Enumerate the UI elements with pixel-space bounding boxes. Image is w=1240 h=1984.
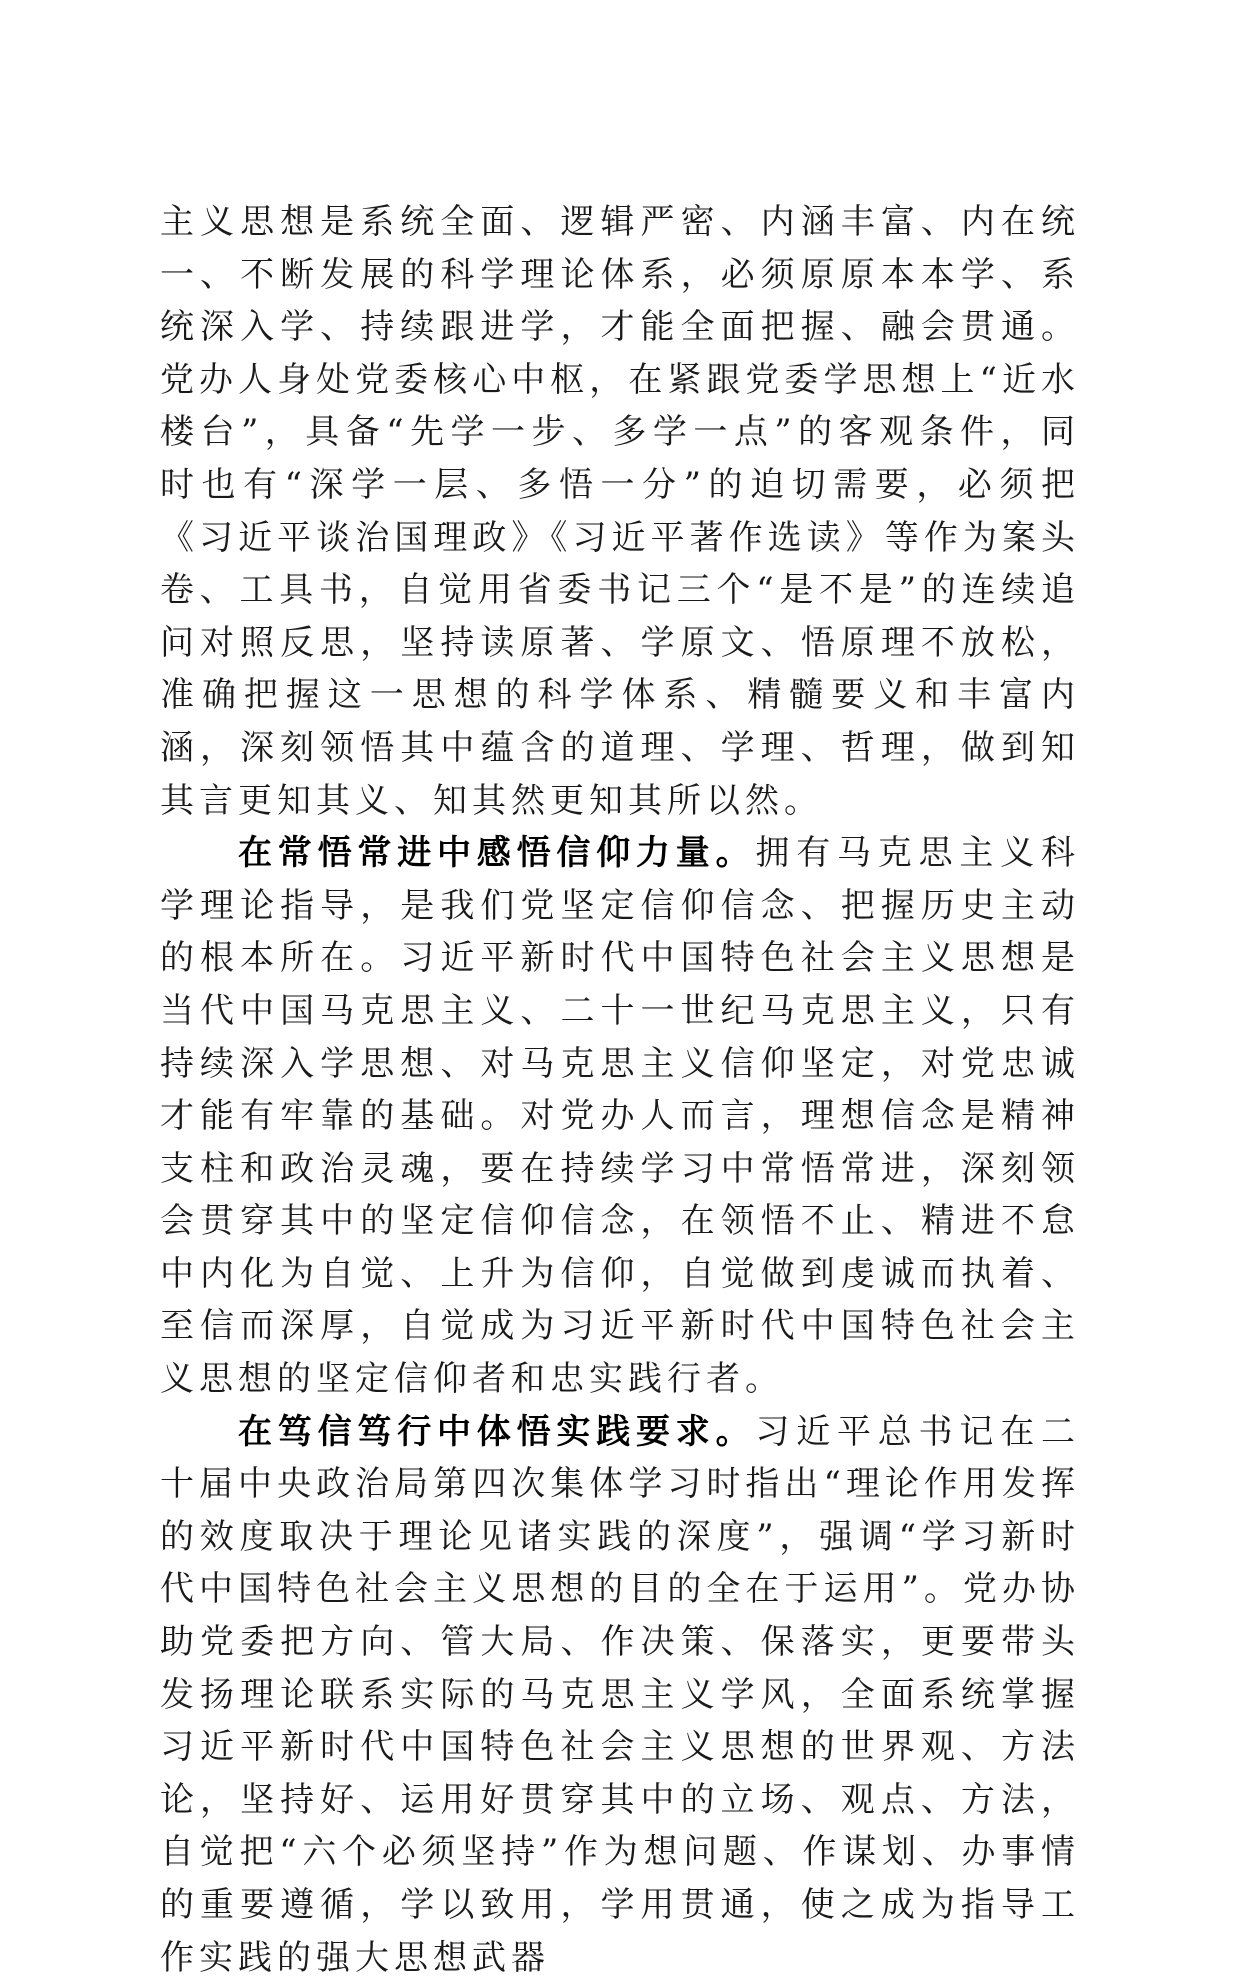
paragraph-heading: 在常悟常进中感悟信仰力量。 — [238, 833, 756, 874]
paragraph-practice-requirements — [160, 1406, 1080, 1984]
paragraph-text: 主义思想是系统全面、逻辑严密、内涵丰富、内在统一、不断发展的科学理论体系，必须原原本本学、系统深入学、持续跟进学，才能全面把握、融会贯通。党办人身处党委核心中枢，在紧跟党委学思想上“近水楼台”，具备“先学一步、多学一点”的客观条件，同时也有“深学一层、多悟一分”的迫切需要，必须把《习近平谈治国理政》《习近平著作选读》等作为案头卷、工具书，自觉用省委书记三个“是不是”的连续追问对照反思，坚持读原著、学原文、悟原理不放松，准确把握这一思想的科学体系、精髓要义和丰富内涵，深刻领悟其中蕴含的道理、学理、哲理，做到知其言更知其义、知其然更知其所以然。 — [160, 202, 1080, 821]
paragraph-text: 习近平总书记在二十届中央政治局第四次集体学习时指出“理论作用发挥的效度取决于理论见诸实践的深度”，强调“学习新时代中国特色社会主义思想的目的全在于运用”。党办协助党委把方向、管大局、作决策、保落实，更要带头发扬理论联系实际的马克思主义学风，全面系统掌握习近平新时代中国特色社会主义思想的世界观、方法论，坚持好、运用好贯穿其中的立场、观点、方法，自觉把“六个必须坚持”作为想问题、作谋划、办事情的重要遵循，学以致用，学用贯通，使之成为指导工作实践的强大思想武器 — [160, 1411, 1081, 1978]
paragraph-continuation — [160, 196, 1080, 827]
paragraph-faith-power — [160, 827, 1080, 1406]
document-body — [160, 196, 1080, 1984]
paragraph-heading: 在笃信笃行中体悟实践要求。 — [238, 1411, 756, 1452]
paragraph-text: 拥有马克思主义科学理论指导，是我们党坚定信仰信念、把握历史主动的根本所在。习近平新时代中国特色社会主义思想是当代中国马克思主义、二十一世纪马克思主义，只有持续深入学思想、对马克思主义信仰坚定，对党忠诚才能有牢靠的基础。对党办人而言，理想信念是精神支柱和政治灵魂，要在持续学习中常悟常进，深刻领会贯穿其中的坚定信仰信念，在领悟不止、精进不怠中内化为自觉、上升为信仰，自觉做到虔诚而执着、至信而深厚，自觉成为习近平新时代中国特色社会主义思想的坚定信仰者和忠实践行者。 — [160, 833, 1081, 1400]
